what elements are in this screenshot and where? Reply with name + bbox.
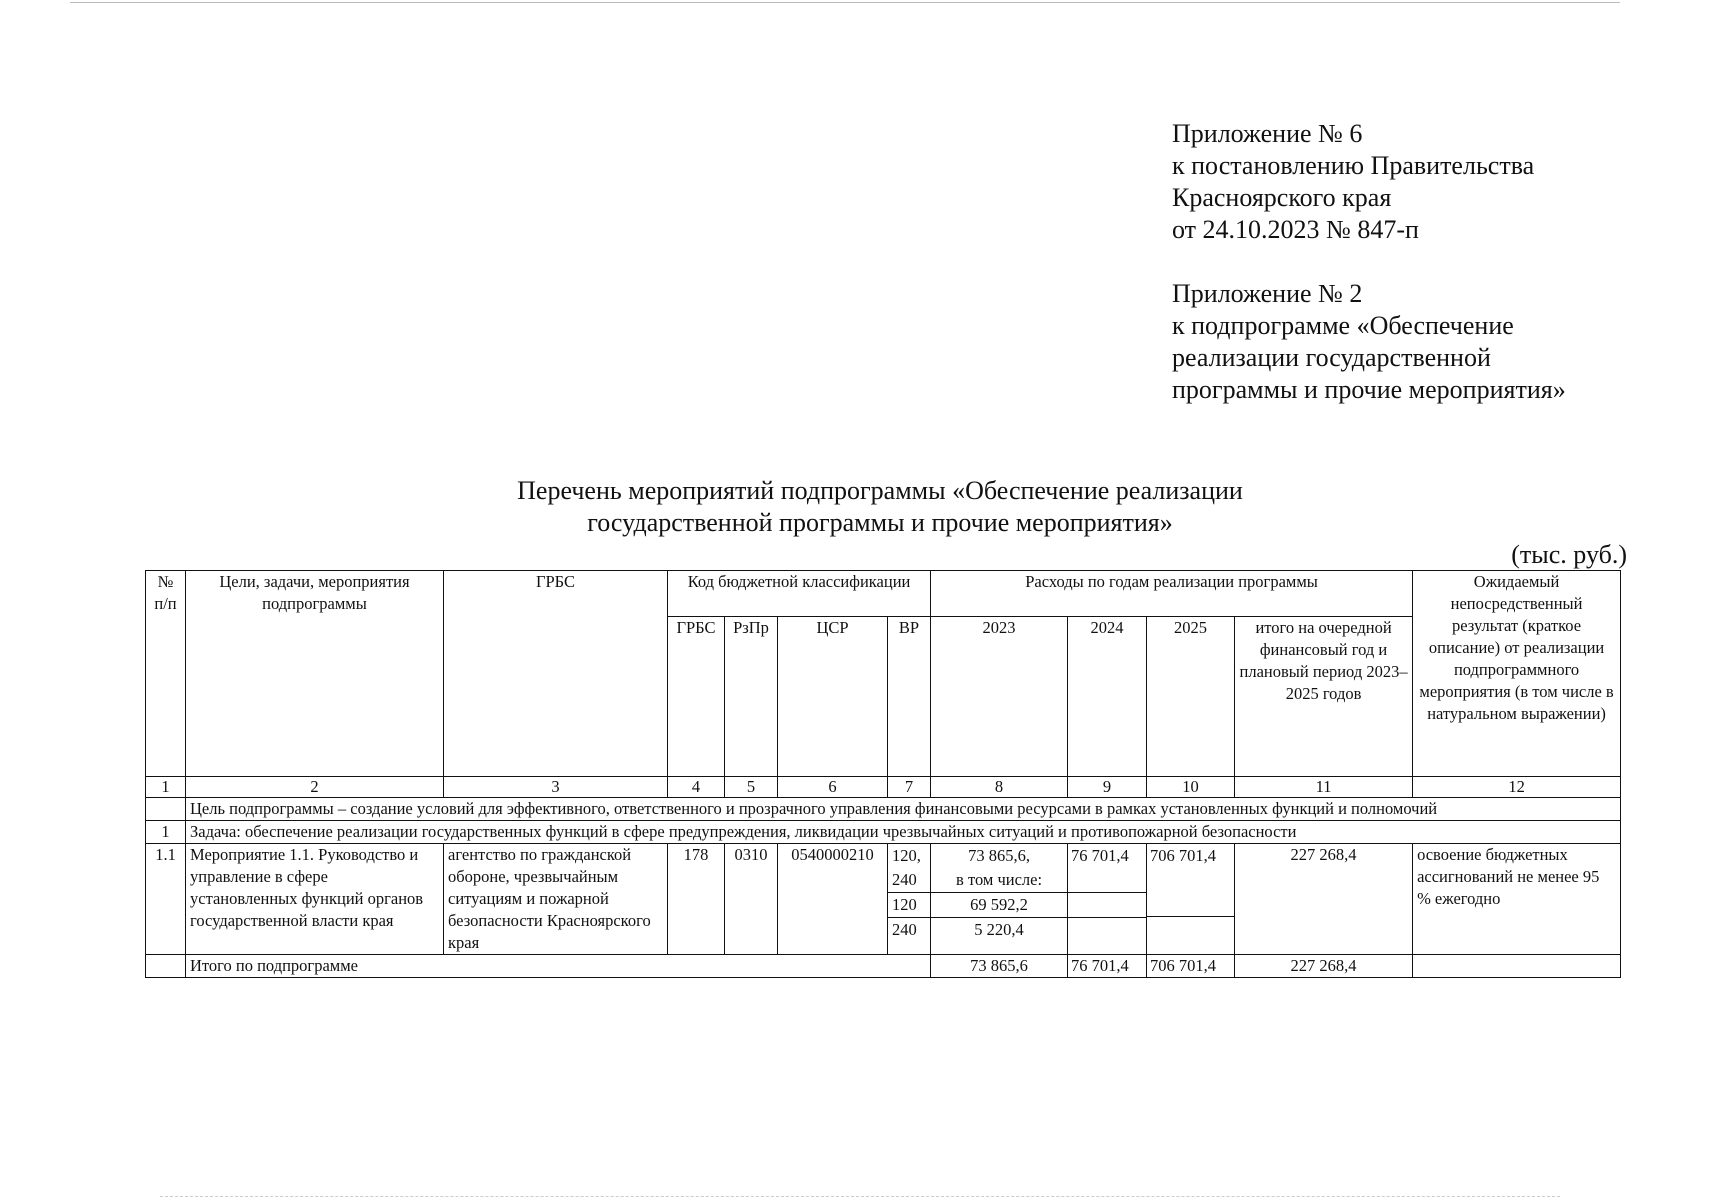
column-number: 8 — [931, 777, 1068, 798]
appendix-6-line: от 24.10.2023 № 847-п — [1172, 215, 1419, 244]
column-number: 6 — [778, 777, 888, 798]
activity-grbs: агентство по гражданской обороне, чрезвычайным ситуациям и пожарной безопасности Красноярского края — [444, 844, 668, 955]
header-row — [146, 571, 1621, 617]
appendix-2-block — [1172, 278, 1692, 406]
subtotal-result-cell — [1413, 955, 1621, 978]
column-number: 1 — [146, 777, 186, 798]
year-2024-value: 76 701,4 — [1071, 846, 1129, 865]
header-year-2025: 2025 — [1147, 617, 1235, 777]
appendix-6-line: Красноярского края — [1172, 183, 1392, 212]
document-title-line: Перечень мероприятий подпрограммы «Обеспечение реализации — [517, 476, 1243, 505]
year-2023-total: 73 865,6, — [968, 846, 1030, 865]
header-code-vr: ВР — [888, 617, 931, 777]
activity-year-2024 — [1068, 844, 1147, 955]
subtotal-label: Итого по подпрограмме — [186, 955, 931, 978]
task-text: Задача: обеспечение реализации государственных функций в сфере предупреждения, ликвидации чрезвычайных ситуаций и противопожарной безопасности — [186, 821, 1621, 844]
header-grbs: ГРБС — [444, 571, 668, 777]
column-number-row — [146, 777, 1621, 798]
appendix-2-line: к подпрограмме «Обеспечение — [1172, 311, 1514, 340]
document-title — [300, 475, 1460, 539]
activity-year-2025 — [1147, 844, 1235, 955]
goal-text: Цель подпрограммы – создание условий для эффективного, ответственного и прозрачного управления финансовыми ресурсами в рамках установленных функций и полномочий — [186, 798, 1621, 821]
scan-edge-bottom — [160, 1196, 1560, 1197]
header-num: № п/п — [146, 571, 186, 777]
appendix-6-line: к постановлению Правительства — [1172, 151, 1535, 180]
activity-code-rzpr: 0310 — [725, 844, 778, 955]
subtotal-num-cell — [146, 955, 186, 978]
appendix-2-line: программы и прочие мероприятия» — [1172, 375, 1566, 404]
scan-edge-top — [70, 2, 1620, 3]
header-expected-result: Ожидаемый непосредственный результат (краткое описание) от реализации подпрограммного мероприятия (в том числе в натуральном выражении) — [1413, 571, 1621, 777]
activity-year-2023 — [931, 844, 1068, 955]
header-budget-code: Код бюджетной классификации — [668, 571, 931, 617]
header-year-2023: 2023 — [931, 617, 1068, 777]
units-label: (тыс. руб.) — [1511, 540, 1627, 569]
appendix-6-block — [1172, 118, 1692, 246]
header-code-rzpr: РзПр — [725, 617, 778, 777]
vr-value: 240 — [892, 870, 917, 889]
column-number: 4 — [668, 777, 725, 798]
appendix-2-line: реализации государственной — [1172, 343, 1491, 372]
appendix-2-line: Приложение № 2 — [1172, 279, 1363, 308]
header-total: итого на очередной финансовый год и плановый период 2023–2025 годов — [1235, 617, 1413, 777]
activity-code-grbs: 178 — [668, 844, 725, 955]
header-code-grbs: ГРБС — [668, 617, 725, 777]
activity-name: Мероприятие 1.1. Руководство и управление в сфере установленных функций органов государственной власти края — [186, 844, 444, 955]
activity-code-vr — [888, 844, 931, 955]
subtotal-total: 227 268,4 — [1235, 955, 1413, 978]
task-row — [146, 821, 1621, 844]
column-number: 12 — [1413, 777, 1621, 798]
subtotal-row — [146, 955, 1621, 978]
activities-table — [145, 570, 1621, 978]
activity-code-csr: 0540000210 — [778, 844, 888, 955]
goal-row — [146, 798, 1621, 821]
subtotal-year-2023: 73 865,6 — [931, 955, 1068, 978]
appendix-6-line: Приложение № 6 — [1172, 119, 1363, 148]
goal-num-cell — [146, 798, 186, 821]
year-2023-including: в том числе: — [956, 870, 1043, 889]
document-title-line: государственной программы и прочие мероприятия» — [587, 508, 1173, 537]
year-2023-vr-240: 5 220,4 — [931, 917, 1067, 942]
column-number: 9 — [1068, 777, 1147, 798]
header-year-2024: 2024 — [1068, 617, 1147, 777]
activity-row — [146, 844, 1621, 955]
column-number: 7 — [888, 777, 931, 798]
activity-num: 1.1 — [146, 844, 186, 955]
year-2023-vr-120: 69 592,2 — [931, 892, 1067, 917]
task-num: 1 — [146, 821, 186, 844]
header-code-csr: ЦСР — [778, 617, 888, 777]
column-number: 10 — [1147, 777, 1235, 798]
header-goals: Цели, задачи, мероприятия подпрограммы — [186, 571, 444, 777]
activity-result: освоение бюджетных ассигнований не менее 95 % ежегодно — [1413, 844, 1621, 955]
activity-total: 227 268,4 — [1235, 844, 1413, 955]
header-expenses: Расходы по годам реализации программы — [931, 571, 1413, 617]
vr-value: 240 — [888, 917, 930, 942]
column-number: 11 — [1235, 777, 1413, 798]
subtotal-year-2024: 76 701,4 — [1068, 955, 1147, 978]
column-number: 5 — [725, 777, 778, 798]
year-2025-value: 706 701,4 — [1150, 846, 1217, 865]
vr-value: 120, — [892, 846, 921, 865]
subtotal-year-2025: 706 701,4 — [1147, 955, 1235, 978]
column-number: 3 — [444, 777, 668, 798]
column-number: 2 — [186, 777, 444, 798]
vr-value: 120 — [888, 892, 930, 917]
